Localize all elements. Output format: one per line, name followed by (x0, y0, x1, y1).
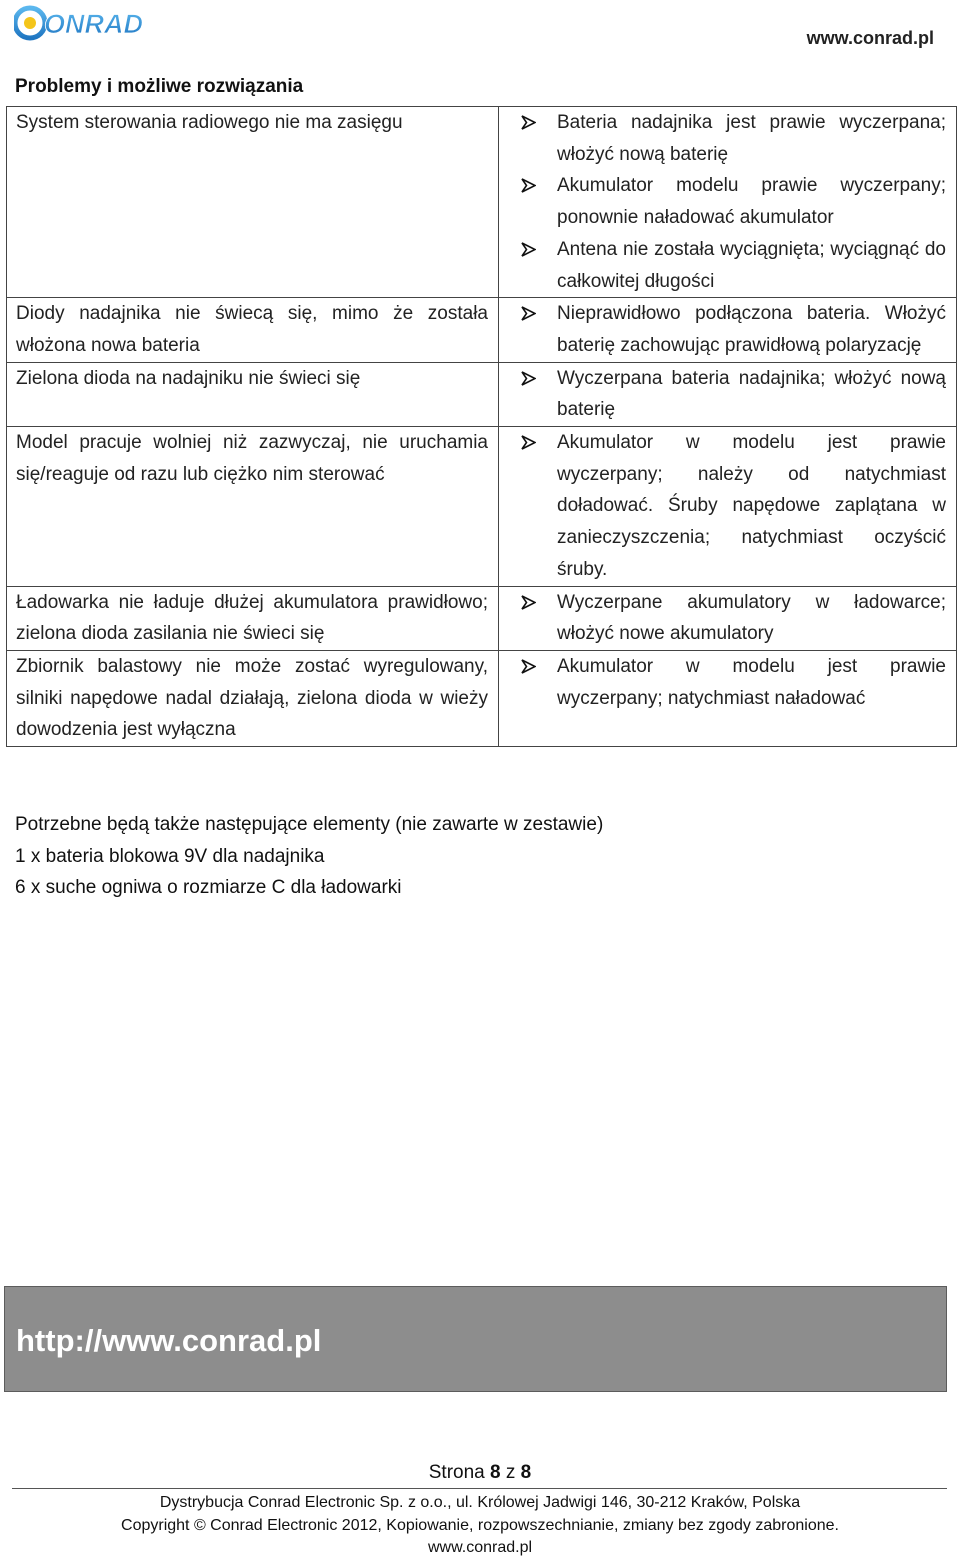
needed-item: 6 x suche ogniwa o rozmiarze C dla ładowarki (15, 877, 402, 898)
arrowhead-bullet-icon (521, 427, 541, 458)
solution-text: Akumulator modelu prawie wyczerpany; ponownie naładować akumulator (557, 175, 946, 229)
solution-item (505, 298, 946, 361)
solution-cell (499, 107, 957, 298)
page-header (0, 0, 960, 60)
header-site-url[interactable]: www.conrad.pl (806, 28, 934, 48)
arrowhead-bullet-icon (521, 298, 541, 329)
page-number-total: 8 (520, 1462, 532, 1483)
banner-url-link[interactable]: http://www.conrad.pl (16, 1323, 322, 1358)
problem-row (7, 362, 957, 426)
solution-text: Akumulator w modelu jest prawie wyczerpany; natychmiast naładować (557, 655, 946, 709)
section-title: Problemy i możliwe rozwiązania (15, 76, 304, 97)
problem-cell: Ładowarka nie ładuje dłużej akumulatora prawidłowo; zielona dioda zasilania nie świeci się (7, 586, 499, 650)
solution-text: Bateria nadajnika jest prawie wyczerpana; włożyć nową baterię (557, 112, 946, 165)
problem-row (7, 427, 957, 587)
arrowhead-bullet-icon (521, 587, 541, 618)
solution-item (505, 427, 946, 586)
url-banner (4, 1286, 947, 1392)
arrowhead-bullet-icon (521, 651, 541, 682)
arrowhead-bullet-icon (521, 363, 541, 394)
arrowhead-bullet-icon (521, 234, 541, 265)
problem-cell: Diody nadajnika nie świecą się, mimo że została włożona nowa bateria (7, 298, 499, 362)
page-number-separator: z (500, 1462, 521, 1483)
solution-item (505, 587, 946, 650)
needed-item: 1 x bateria blokowa 9V dla nadajnika (15, 845, 325, 867)
solution-item (505, 107, 946, 170)
page-number (0, 1462, 960, 1484)
problem-cell: System sterowania radiowego nie ma zasięgu (7, 107, 499, 298)
solution-text: Wyczerpane akumulatory w ładowarce; włożyć nowe akumulatory (557, 591, 946, 645)
problem-row (7, 107, 957, 298)
problem-row (7, 298, 957, 362)
solution-cell (499, 427, 957, 587)
problem-cell: Model pracuje wolniej niż zazwyczaj, nie uruchamia się/reaguje od razu lub ciężko nim sterować (7, 427, 499, 587)
needed-items-heading: Potrzebne będą także następujące elementy (nie zawarte w zestawie) (15, 814, 604, 835)
solution-item (505, 170, 946, 233)
footer-divider (12, 1488, 947, 1489)
problem-cell: Zbiornik balastowy nie może zostać wyregulowany, silniki napędowe nadal działają, zielona dioda w wieży dowodzenia jest wyłączna (7, 650, 499, 746)
page-number-prefix: Strona (428, 1462, 491, 1483)
solution-item (505, 651, 946, 714)
conrad-logo (14, 2, 169, 42)
solution-item (505, 363, 946, 426)
solution-cell (499, 650, 957, 746)
svg-text:ONRAD: ONRAD (44, 9, 143, 39)
footer-distributor: Dystrybucja Conrad Electronic Sp. z o.o., ul. Królowej Jadwigi 146, 30-212 Kraków, Polska (159, 1494, 801, 1511)
needed-items (15, 809, 603, 904)
solution-text: Akumulator w modelu jest prawie wyczerpany; należy od natychmiast doładować. Śruby napędowe zaplątana w zanieczyszczenia; natychmiast oczyścić śruby. (557, 432, 946, 580)
arrowhead-bullet-icon (521, 170, 541, 201)
solution-text: Nieprawidłowo podłączona bateria. Włożyć baterię zachowując prawidłową polaryzację (557, 303, 946, 356)
solution-cell (499, 298, 957, 362)
solution-item (505, 234, 946, 297)
page-footer (0, 1492, 960, 1560)
problem-row (7, 586, 957, 650)
problem-cell: Zielona dioda na nadajniku nie świeci się (7, 362, 499, 426)
footer-copyright: Copyright © Conrad Electronic 2012, Kopiowanie, rozpowszechnianie, zmiany bez zgody zabronione. (121, 1516, 839, 1534)
arrowhead-bullet-icon (521, 107, 541, 138)
troubleshooting-table (6, 106, 957, 747)
solution-text: Wyczerpana bateria nadajnika; włożyć nową baterię (557, 367, 946, 421)
solution-cell (499, 362, 957, 426)
problem-row (7, 650, 957, 746)
solution-cell (499, 586, 957, 650)
footer-site-url[interactable]: www.conrad.pl (427, 1539, 533, 1556)
solution-text: Antena nie została wyciągnięta; wyciągnąć do całkowitej długości (557, 238, 946, 292)
page-number-current: 8 (490, 1462, 501, 1483)
